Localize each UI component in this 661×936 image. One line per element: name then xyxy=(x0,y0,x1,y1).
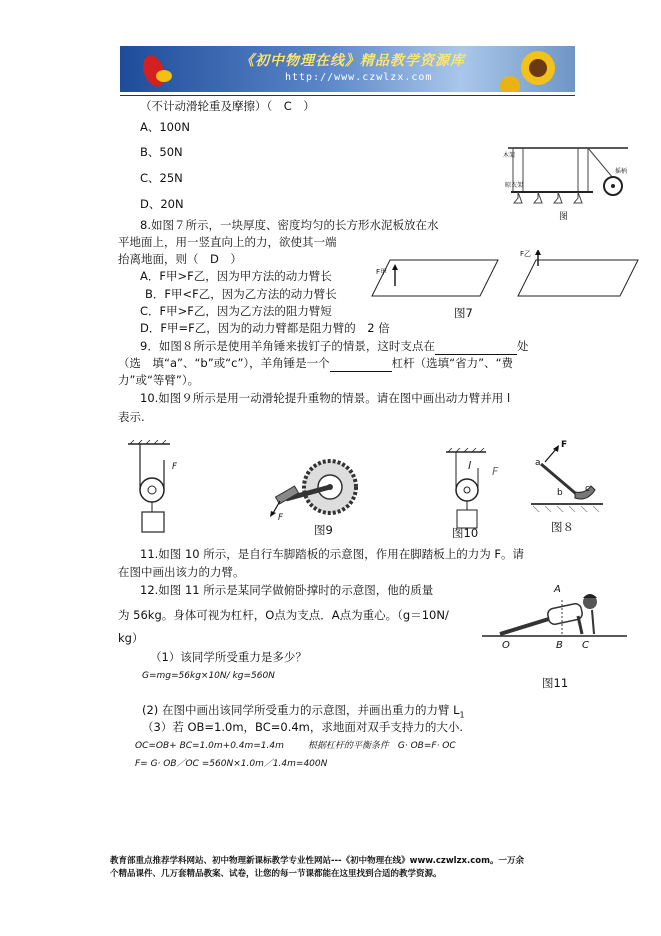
header-url[interactable]: http://www.czwlzx.com xyxy=(285,72,433,83)
fig8-point-c: c xyxy=(585,484,590,494)
fig11-caption: 图11 xyxy=(542,676,569,690)
q11-stem-2: 在图中画出该力的力臂。 xyxy=(118,565,245,579)
footer-line-1: 教育部重点推荐学科网站、初中物理新课标教学专业性网站---《初中物理在线》www.czwlzx.com。一万余 xyxy=(110,856,524,866)
q8-option-d: D．F甲=F乙，因为的动力臂都是阻力臂的 2 倍 xyxy=(140,321,390,335)
fig7-force-a: F甲 xyxy=(376,268,388,276)
q7-option-a: A、100N xyxy=(140,120,190,134)
concrete-slab-diagram xyxy=(368,250,643,300)
fig8-point-b: b xyxy=(557,488,563,498)
fig7-caption: 图7 xyxy=(454,306,473,320)
fig10-caption: 图10 xyxy=(452,526,479,540)
figure-11 xyxy=(482,584,627,690)
figure-10 xyxy=(440,448,520,543)
fig11-point-o: O xyxy=(502,640,510,651)
q11-stem-1: 11.如图 10 所示，是自行车脚踏板的示意图，作用在脚踏板上的力为 F。请 xyxy=(140,547,524,561)
fig10-arm: l xyxy=(468,459,472,472)
q10-stem-2: 表示. xyxy=(118,410,145,424)
q10-stem-1: 10.如图９所示是用一动滑轮提升重物的情景。请在图中画出动力臂并用 l xyxy=(140,391,511,405)
fig6-text-frame: 木架 xyxy=(503,152,516,159)
q7-option-b: B、50N xyxy=(140,145,183,159)
figure-8 xyxy=(525,440,607,540)
fig6-text-crank: 摇柄 xyxy=(615,168,628,175)
q9-stem-1-text: 9．如图８所示是使用羊角锤来拔钉子的情景，这时支点在 xyxy=(140,339,435,353)
q12-part-3: （3）若 OB=1.0m，BC=0.4m，求地面对双手支持力的大小. xyxy=(142,720,464,734)
fig11-point-c: C xyxy=(582,640,589,651)
fig9-caption: 图9 xyxy=(314,523,333,537)
q7-option-c: C、25N xyxy=(140,171,183,185)
fig7-force-b: F乙 xyxy=(520,250,532,258)
q12-stem-3: kg） xyxy=(118,631,144,645)
header-rule xyxy=(120,95,575,96)
figure-9 xyxy=(262,455,377,537)
q12-answer-3a-rule: 根据杠杆的平衡条件 G· OB=F· OC xyxy=(307,741,456,751)
q8-stem-2: 平地面上，用一竖直向上的力，欲使其一端 xyxy=(118,235,337,249)
q9-stem-2-text: （选 填“a”、“b”或“c”），羊角锤是一个 xyxy=(118,356,330,370)
q12-answer-1: G=mg=56kg×10N/ kg=560N xyxy=(142,671,275,681)
logo-icon xyxy=(138,49,178,89)
footer-line-2: 个精品课件、几万套精品教案、试卷，让您的每一节课都能在这里找到合适的教学资源。 xyxy=(110,869,442,879)
pulley-left-force: F xyxy=(172,462,177,472)
fig8-caption: 图８ xyxy=(551,520,574,534)
q12-part-1: （1）该同学所受重力是多少？ xyxy=(150,650,307,664)
fig6-text-rack: 晾衣架 xyxy=(505,182,524,189)
q8-option-c: C．F甲>F乙，因为乙方法的阻力臂短 xyxy=(140,304,332,318)
q9-stem-3: 力”或“等臂”）。 xyxy=(118,373,200,387)
q12-stem-2: 为 56kg。身体可视为杠杆，O点为支点．A点为重心。（g＝10N/ xyxy=(118,608,449,622)
claw-hammer-diagram xyxy=(525,440,607,515)
q9-blank-fulcrum[interactable] xyxy=(435,339,517,355)
q12-answer-3a xyxy=(135,741,456,752)
q12-part-2-text: (2) 在图中画出该同学所受重力的示意图，并画出重力的力臂 L xyxy=(142,703,460,717)
q9-blank-lever-type[interactable] xyxy=(330,356,392,372)
figure-pulley-left xyxy=(120,440,200,540)
fig8-point-a: a xyxy=(535,458,541,468)
q8-stem-1: 8.如图７所示，一块厚度、密度均匀的长方形水泥板放在水 xyxy=(140,218,439,232)
pulley-10-diagram xyxy=(440,448,520,533)
fig10-force: F xyxy=(492,465,499,478)
fig8-force: F xyxy=(561,440,568,450)
sunflower-icon xyxy=(500,46,570,92)
q12-stem-1: 12.如图 11 所示是某同学做俯卧撑时的示意图，他的质量 xyxy=(140,583,434,597)
header-headline: 《初中物理在线》精品教学资源库 xyxy=(240,53,465,69)
fig6-caption: 图 xyxy=(559,212,569,222)
q12-answer-3b: F= G· OB／OC =560N×1.0m／1.4m=400N xyxy=(135,759,328,769)
q8-stem-3: 抬离地面，则（ D ） xyxy=(118,252,242,266)
fig9-force: F xyxy=(278,513,283,523)
q8-option-b: B．F甲<F乙，因为乙方法的动力臂长 xyxy=(145,287,337,301)
q12-part-2-sub: 1 xyxy=(459,710,465,720)
q8-option-a: A．F甲>F乙，因为甲方法的动力臂长 xyxy=(140,269,332,283)
q12-answer-3a-calc: OC=OB+ BC=1.0m+0.4m=1.4m xyxy=(135,741,284,751)
q9-stem-2 xyxy=(118,356,513,372)
q9-stem-1 xyxy=(140,339,528,355)
q9-stem-1-end: 处 xyxy=(516,339,529,353)
q7-option-d: D、20N xyxy=(140,197,184,211)
header-banner xyxy=(120,46,575,92)
fig11-point-a: A xyxy=(554,584,561,595)
pulley-diagram xyxy=(120,440,200,540)
q7-condition: （不计动滑轮重及摩擦）（ C ） xyxy=(140,99,315,113)
fig11-point-b: B xyxy=(556,640,563,651)
figure-7 xyxy=(368,250,643,320)
figure-6 xyxy=(503,142,633,224)
q9-stem-2-end: 杠杆（选填“省力”、“费 xyxy=(391,356,514,370)
